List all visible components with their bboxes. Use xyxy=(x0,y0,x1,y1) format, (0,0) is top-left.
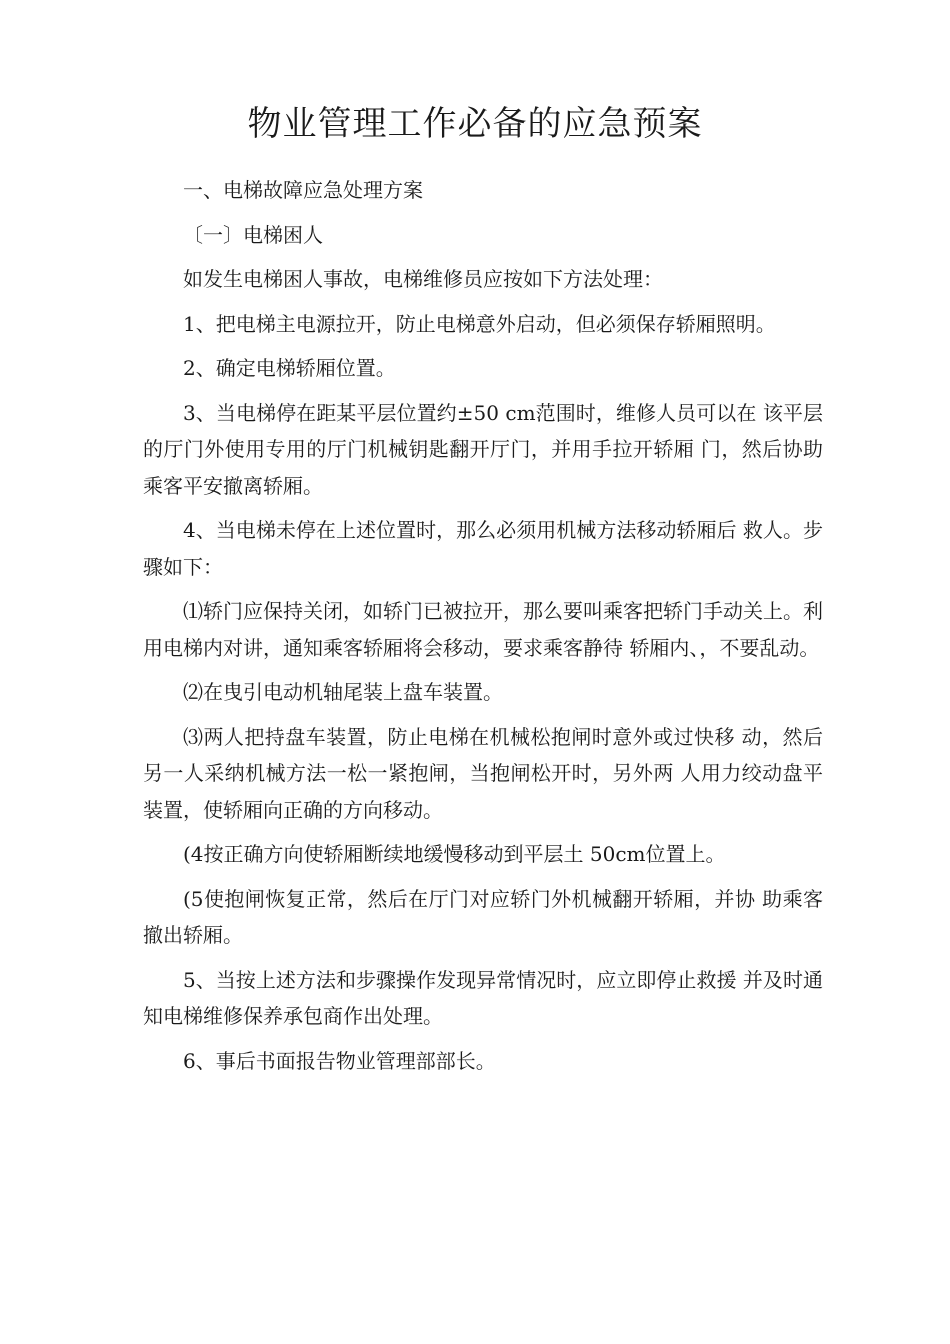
sub-step-2: ⑵在曳引电动机轴尾装上盘车装置。 xyxy=(183,680,503,704)
step-1: 1、把电梯主电源拉开，防止电梯意外启动，但必须保存轿厢照明。 xyxy=(183,311,776,336)
document-title: 物业管理工作必备的应急预案 xyxy=(247,104,703,144)
step-6: 6、事后书面报告物业管理部部长。 xyxy=(183,1048,496,1073)
subsection-heading: 〔一〕电梯困人 xyxy=(183,222,323,247)
sub-step-5: (5使抱闸恢复正常，然后在厅门对应轿门外机械翻开轿厢，并协 助乘客撤出轿厢。 xyxy=(143,886,823,947)
step-3: 3、当电梯停在距某平层位置约±50 cm范围时，维修人员可以在 该平层的厅门外使用专用的厅门机械钥匙翻开厅门，并用手拉开轿厢 门，然后协助乘客平安撤离轿厢。 xyxy=(143,400,823,498)
sub-step-1: ⑴轿门应保持关闭，如轿门已被拉开，那么要叫乘客把轿门手动关上。利用电梯内对讲，通知乘客轿厢将会移动，要求乘客静待 轿厢内、，不要乱动。 xyxy=(143,599,823,660)
intro-paragraph: 如发生电梯困人事故，电梯维修员应按如下方法处理： xyxy=(183,267,663,291)
step-5: 5、当按上述方法和步骤操作发现异常情况时，应立即停止救援 并及时通知电梯维修保养承包商作出处理。 xyxy=(143,967,823,1028)
section-heading: 一、电梯故障应急处理方案 xyxy=(183,178,423,202)
sub-step-3: ⑶两人把持盘车装置，防止电梯在机械松抱闸时意外或过快移 动，然后另一人采纳机械方法一松一紧抱闸，当抱闸松开时，另外两 人用力绞动盘平装置，使轿厢向正确的方向移动。 xyxy=(143,724,823,822)
step-4: 4、当电梯未停在上述位置时，那么必须用机械方法移动轿厢后 救人。步骤如下： xyxy=(143,518,823,579)
sub-step-4: (4按正确方向使轿厢断续地缓慢移动到平层土 50cm位置上。 xyxy=(183,842,726,866)
document-body xyxy=(143,172,823,1087)
step-2: 2、确定电梯轿厢位置。 xyxy=(183,356,396,380)
